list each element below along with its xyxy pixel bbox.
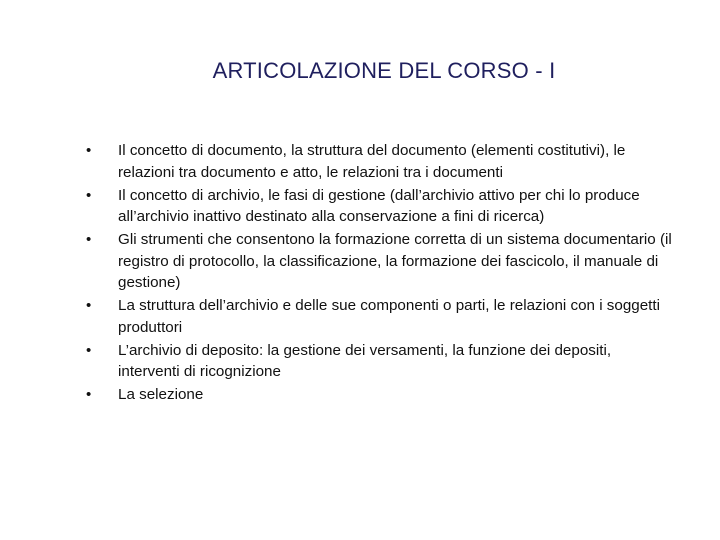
bullet-text: Gli strumenti che consentono la formazione corretta di un sistema documentario (il registro di protocollo, la classificazione, la formazione dei fascicolo, il manuale di gestione): [118, 231, 672, 291]
list-item: [86, 229, 676, 294]
bullet-icon: •: [86, 186, 92, 204]
list-item: [86, 185, 676, 228]
bullet-icon: •: [86, 386, 92, 403]
bullet-text: La selezione: [118, 386, 204, 403]
slide-title: ARTICOLAZIONE DEL CORSO - I: [212, 58, 556, 83]
bullet-icon: •: [86, 142, 92, 159]
list-item: [86, 140, 676, 183]
bullet-text: L’archivio di deposito: la gestione dei versamenti, la funzione dei depositi, interventi di ricognizione: [118, 341, 612, 380]
bullet-text: La struttura dell’archivio e delle sue componenti o parti, le relazioni con i soggetti produttori: [118, 297, 660, 336]
list-item: [86, 295, 676, 338]
bullet-text: Il concetto di documento, la struttura del documento (elementi costitutivi), le relazioni tra documento e atto, le relazioni tra i documenti: [118, 142, 626, 181]
bullet-text: Il concetto di archivio, le fasi di gestione (dall’archivio attivo per chi lo produce all’archivio inattivo destinato alla conservazione a fini di ricerca): [118, 186, 640, 225]
bullet-icon: •: [86, 297, 92, 314]
bullet-icon: •: [86, 341, 92, 359]
list-item: [86, 340, 676, 383]
bullet-icon: •: [86, 231, 92, 248]
list-item: [86, 384, 676, 406]
bullet-list: [86, 140, 676, 407]
